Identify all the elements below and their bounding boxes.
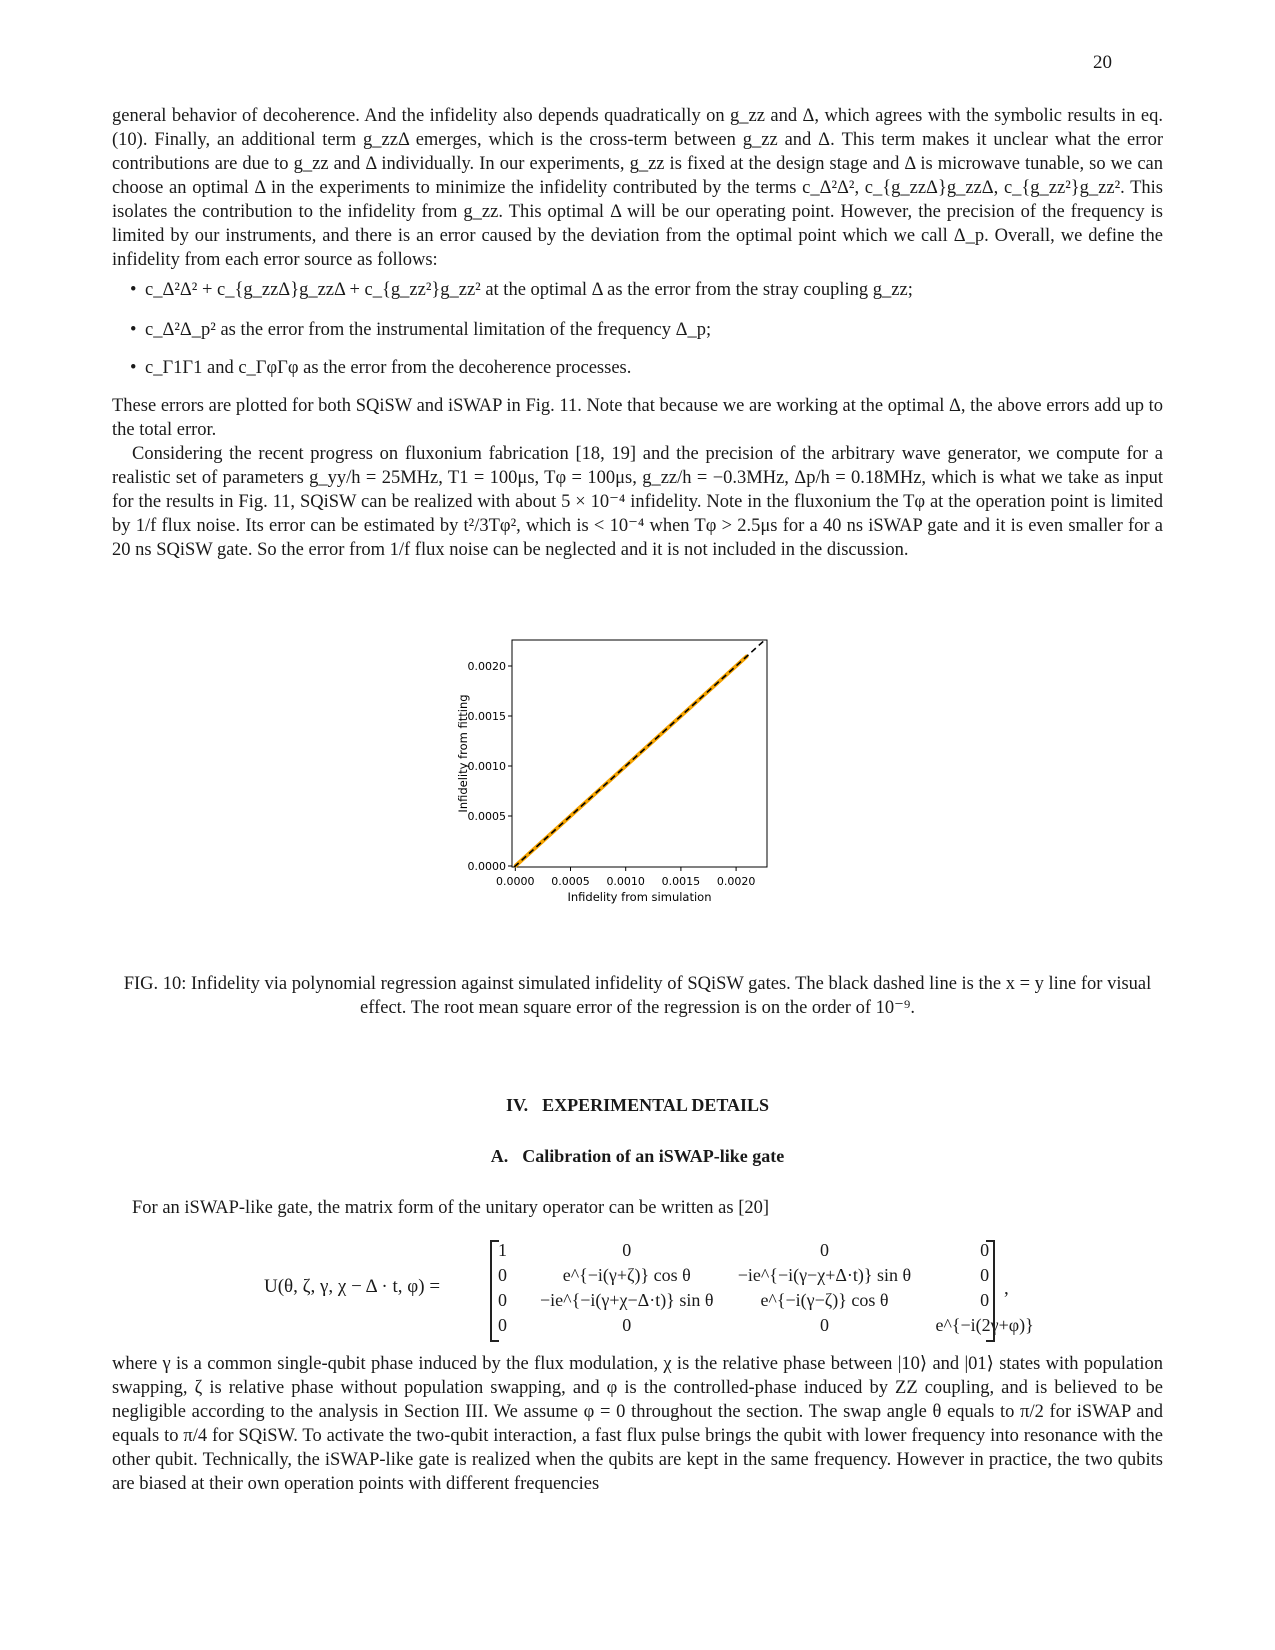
section-heading	[0, 1095, 1275, 1116]
paragraph-matrix-intro	[112, 1196, 1163, 1220]
x-axis-label: Infidelity from simulation	[567, 890, 712, 904]
matrix-cell: 0	[498, 1290, 507, 1310]
paragraph-phase-definitions	[112, 1352, 1163, 1496]
page-number: 20	[1093, 52, 1112, 73]
matrix-cell: 0	[980, 1240, 990, 1260]
figure-caption: FIG. 10: Infidelity via polynomial regression against simulated infidelity of SQiSW gates. The black dashed line is the x = y line for visual effect. The root mean square error of the regression is on the order of 10⁻⁹.	[123, 974, 1152, 1018]
matrix-cell: 0	[622, 1315, 632, 1335]
y-tick-label: 0.0010	[467, 760, 506, 773]
x-tick-label: 0.0000	[496, 875, 535, 888]
paragraph-text: where γ is a common single-qubit phase induced by the flux modulation, χ is the relative phase between |10⟩ and |01⟩ states with population swapping, ζ is relative phase without population swapping, and φ is the controlled-phase induced by ZZ coupling, and is believed to be negligible according to the analysis in Section III. We assume φ = 0 throughout the section. The swap angle θ equals to π/2 for iSWAP and equals to π/4 for SQiSW. To activate the two-qubit interaction, a fast flux pulse brings the qubit with lower frequency into resonance with the other qubit. Technically, the iSWAP-like gate is realized when the qubits are kept in the same frequency. However in practice, the two qubits are biased at their own operation points with different frequencies	[112, 1354, 1163, 1494]
y-axis-label: Infidelity from fitting	[456, 694, 470, 813]
bullet-item: • c_Δ²Δ² + c_{g_zzΔ}g_zzΔ + c_{g_zz²}g_zz² at the optimal Δ as the error from the stray coupling g_zz;	[145, 280, 913, 301]
bullet-item: • c_Δ²Δ_p² as the error from the instrumental limitation of the frequency Δ_p;	[145, 320, 711, 341]
paragraph-intro	[112, 104, 1163, 272]
matrix-row	[490, 1288, 1042, 1313]
paragraph-errors	[112, 394, 1163, 562]
paragraph-text: For an iSWAP-like gate, the matrix form of the unitary operator can be written as [20]	[132, 1198, 770, 1218]
x-tick-label: 0.0015	[661, 875, 701, 888]
matrix-cell: 0	[980, 1265, 990, 1285]
matrix-cell: 1	[498, 1240, 507, 1260]
matrix-cell: 0	[622, 1240, 632, 1260]
x-tick-label: 0.0005	[551, 875, 590, 888]
matrix-row	[490, 1313, 1042, 1338]
equation-trailing: ,	[1004, 1278, 1009, 1299]
x-tick-label: 0.0010	[606, 875, 645, 888]
unitary-matrix	[490, 1238, 1042, 1338]
section-number: IV.	[505, 1095, 529, 1115]
y-tick-label: 0.0000	[467, 860, 506, 873]
matrix-cell: 0	[980, 1290, 990, 1310]
matrix-cell: 0	[819, 1315, 829, 1335]
subsection-title: Calibration of an iSWAP-like gate	[522, 1146, 785, 1166]
matrix-cell: 0	[819, 1240, 829, 1260]
y-tick-label: 0.0015	[467, 710, 506, 723]
matrix-cell: e^{−i(γ−ζ)} cos θ	[760, 1290, 889, 1310]
section-title: EXPERIMENTAL DETAILS	[542, 1095, 770, 1115]
matrix-cell: e^{−i(γ+ζ)} cos θ	[562, 1265, 691, 1285]
matrix-cell: e^{−i(2γ+φ)}	[935, 1315, 1034, 1335]
y-tick-label: 0.0020	[467, 660, 506, 673]
subsection-heading	[0, 1146, 1275, 1167]
fidelity-scatter-chart	[455, 635, 785, 920]
paragraph-text: Considering the recent progress on fluxonium fabrication [18, 19] and the precision of the arbitrary wave generator, we compute for a realistic set of parameters g_yy/h = 25MHz, T1 = 100μs, Tφ = 100μs, g_zz/h = −0.3MHz, Δp/h = 0.18MHz, which is what we take as input for the results in Fig. 11, SQiSW can be realized with about 5 × 10⁻⁴ infidelity. Note in the fluxonium the Tφ at the operation point is limited by 1/f flux noise. Its error can be estimated by t²/3Tφ², which is < 10⁻⁴ when Tφ > 2.5μs for a 40 ns iSWAP gate and it is even smaller for a 20 ns SQiSW gate. So the error from 1/f flux noise can be neglected and it is not included in the discussion.	[112, 444, 1163, 560]
matrix-row	[490, 1263, 1042, 1288]
bullet-item: • c_Γ1Γ1 and c_ΓφΓφ as the error from the decoherence processes.	[145, 358, 631, 379]
unitary-equation	[112, 1238, 1163, 1340]
matrix-bracket-right	[986, 1240, 995, 1342]
subsection-number: A.	[490, 1146, 509, 1166]
series-line	[515, 656, 747, 866]
y-tick-label: 0.0005	[467, 810, 506, 823]
paragraph-text: general behavior of decoherence. And the infidelity also depends quadratically on g_zz and Δ, which agrees with the symbolic results in eq. (10). Finally, an additional term g_zzΔ emerges, which is the cross-term between g_zz and Δ. This term makes it unclear what the error contributions are due to g_zz and Δ individually. In our experiments, g_zz is fixed at the design stage and Δ is microwave tunable, so we can choose an optimal Δ in the experiments to minimize the infidelity contributed by the terms c_Δ²Δ², c_{g_zzΔ}g_zzΔ, c_{g_zz²}g_zz². This isolates the contribution to the infidelity from g_zz. This optimal Δ will be our operating point. However, the precision of the frequency is limited by our instruments, and there is an error caused by the deviation from the optimal point which we call Δ_p. Overall, we define the infidelity from each error source as follows:	[112, 106, 1163, 270]
matrix-cell: −ie^{−i(γ+χ−Δ·t)} sin θ	[540, 1290, 714, 1310]
paragraph-text: These errors are plotted for both SQiSW and iSWAP in Fig. 11. Note that because we are working at the optimal Δ, the above errors add up to the total error.	[112, 396, 1163, 440]
matrix-cell: 0	[498, 1315, 507, 1335]
matrix-cell: −ie^{−i(γ−χ+Δ·t)} sin θ	[737, 1265, 912, 1285]
matrix-row	[490, 1238, 1042, 1263]
x-tick-label: 0.0020	[716, 875, 756, 888]
matrix-cell: 0	[498, 1265, 507, 1285]
equation-lhs: U(θ, ζ, γ, χ − Δ · t, φ) =	[264, 1276, 441, 1297]
